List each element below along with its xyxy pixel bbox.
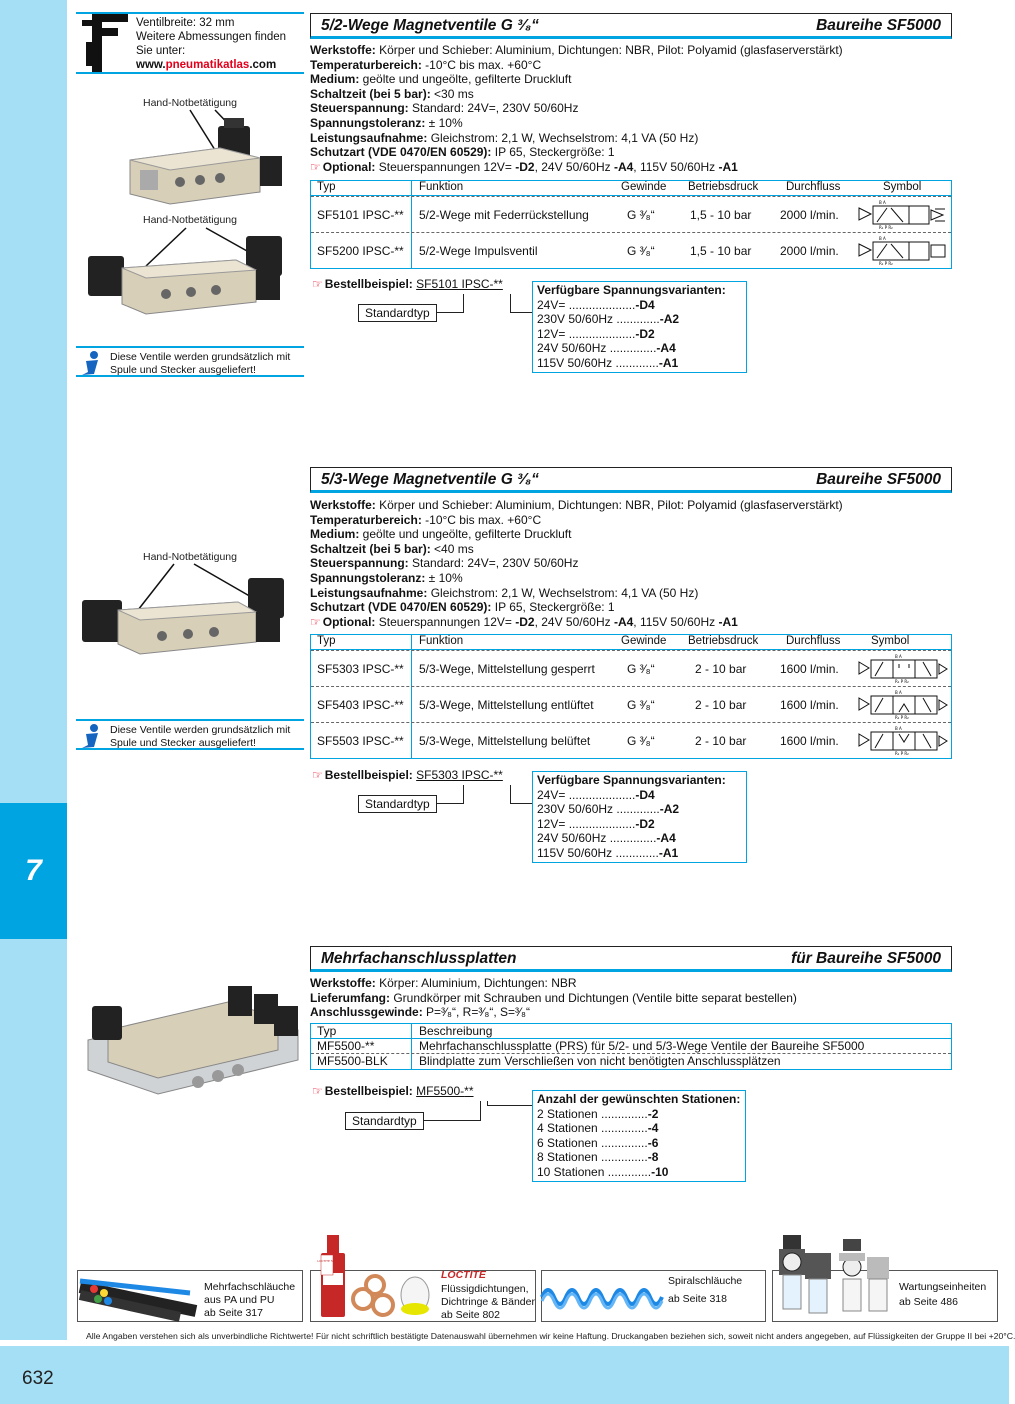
page-number: 632 (22, 1368, 54, 1389)
variant-item: 230V 50/60Hz .............-A2 (537, 312, 680, 327)
footer-b3-line2: ab Seite 318 (668, 1293, 727, 1305)
cell-druck: 1,5 - 10 bar (690, 244, 752, 258)
spec-list-53 (310, 498, 970, 629)
cell-gewinde: G ³⁄₈“ (627, 698, 655, 712)
pointing-hand-icon: ☞ (310, 614, 321, 629)
section-header-53 (310, 467, 952, 493)
variants-title: Anzahl der gewünschten Stationen: (537, 1092, 741, 1106)
notice-line1: Diese Ventile werden grundsätzlich mit (110, 351, 291, 363)
valve-symbol-icon (857, 654, 949, 684)
section-title: 5/2-Wege Magnetventile G ³⁄₈“ (321, 17, 539, 34)
notice-line2: Spule und Stecker ausgeliefert! (110, 737, 256, 749)
variant-item: 24V= ....................-D4 (537, 787, 655, 802)
disclaimer: Alle Angaben verstehen sich als unverbindliche Richtwerte! Für nicht schriftlich bestätigte Datenauswahl übernehmen wir keine Haftung. Druckangaben beziehen sich, soweit nicht anders angegeben, auf Flüssigkeiten der Gruppe II bei +20°C. (86, 1331, 1015, 1341)
footer-b1-line1: Mehrfachschläuche (204, 1281, 296, 1293)
website-link[interactable] (136, 58, 286, 72)
info-icon (80, 723, 102, 749)
section-series: Baureihe SF5000 (816, 471, 941, 488)
svg-text:R₁ P R₂: R₁ P R₂ (895, 679, 909, 684)
footer-box-sealants[interactable] (310, 1259, 536, 1322)
spec-row: Medium: geölte und ungeölte, gefilterte Druckluft (310, 72, 572, 87)
table-header (311, 1024, 951, 1039)
svg-text:B A: B A (879, 236, 886, 241)
cell-beschreibung: Mehrfachanschlussplatte (PRS) für 5/2- und 5/3-Wege Ventile der Baureihe SF5000 (419, 1039, 865, 1053)
col-beschreibung: Beschreibung (419, 1024, 493, 1038)
cell-druck: 1,5 - 10 bar (690, 208, 752, 222)
product-table-53 (310, 634, 952, 759)
info-icon (80, 350, 102, 376)
svg-text:LOCTITE 542: LOCTITE 542 (317, 1259, 337, 1263)
table-row (311, 722, 951, 758)
variant-item: 12V= ....................-D2 (537, 326, 655, 341)
manifold-table (310, 1023, 952, 1070)
cell-druck: 2 - 10 bar (695, 662, 747, 676)
variant-item: 6 Stationen ..............-6 (537, 1135, 659, 1150)
variants-title: Verfügbare Spannungsvarianten: (537, 773, 726, 787)
spec-row: Spannungstoleranz: ± 10% (310, 115, 463, 130)
link-suffix: .com (249, 59, 277, 71)
spiral-hose-image (542, 1281, 664, 1313)
spec-row: Spannungstoleranz: ± 10% (310, 570, 463, 585)
valve-image-3 (78, 562, 298, 664)
order-example-52: ☞ Bestellbeispiel: SF5101 IPSC-** (312, 277, 503, 291)
cell-funktion: 5/3-Wege, Mittelstellung gesperrt (419, 662, 595, 676)
sealant-products-image (315, 1233, 439, 1321)
cell-durchfluss: 2000 l/min. (780, 208, 839, 222)
caption-hand-3: Hand-Notbetätigung (143, 551, 237, 563)
col-symbol: Symbol (883, 181, 922, 193)
variant-item: 12V= ....................-D2 (537, 816, 655, 831)
notice-line2: Spule und Stecker ausgeliefert! (110, 364, 256, 376)
optional-row: ☞ Optional: Steuerspannungen 12V= -D2, 24V 50/60Hz -A4, 115V 50/60Hz -A1 (310, 159, 738, 174)
info-box (76, 12, 304, 74)
link-prefix: www. (136, 59, 166, 71)
info-line2: Weitere Abmessungen finden (136, 31, 287, 43)
loctite-logo: LOCTITE (441, 1269, 486, 1281)
section-header-52 (310, 13, 952, 39)
footer-b4-line2: ab Seite 486 (899, 1296, 958, 1308)
variant-item: 24V 50/60Hz ..............-A4 (537, 831, 676, 846)
cell-typ: MF5500-** (317, 1039, 375, 1053)
spec-row: Steuerspannung: Standard: 24V=, 230V 50/60Hz (310, 101, 579, 116)
chapter-tab: 7 (0, 803, 67, 939)
cell-typ: MF5500-BLK (317, 1054, 388, 1068)
footer-box-service-units[interactable] (772, 1270, 998, 1322)
table-row (311, 196, 951, 232)
variant-item: 230V 50/60Hz .............-A2 (537, 802, 680, 817)
cell-druck: 2 - 10 bar (695, 698, 747, 712)
svg-text:R₁ P R₂: R₁ P R₂ (895, 715, 909, 720)
footer-b1-line3: ab Seite 317 (204, 1307, 263, 1319)
valve-symbol-icon (857, 236, 949, 266)
order-example-manifold: ☞ Bestellbeispiel: MF5500-** (312, 1084, 474, 1098)
footer-b4-line1: Wartungseinheiten (899, 1281, 987, 1293)
cell-durchfluss: 1600 l/min. (780, 698, 839, 712)
spec-row: Schutzart (VDE 0470/EN 60529): IP 65, Steckergröße: 1 (310, 145, 615, 160)
voltage-variants-box-52 (532, 281, 747, 373)
notice-box-1 (76, 346, 304, 377)
footer-box-tubes[interactable] (77, 1270, 303, 1322)
service-unit-image (775, 1233, 893, 1321)
pointing-hand-icon: ☞ (312, 1084, 323, 1098)
col-typ: Typ (317, 635, 336, 647)
svg-text:B A: B A (895, 726, 902, 731)
notice-box-2 (76, 719, 304, 750)
spec-row: Medium: geölte und ungeölte, gefilterte Druckluft (310, 527, 572, 542)
section-series: Baureihe SF5000 (816, 17, 941, 34)
footer-b2-line1: Flüssigdichtungen, (441, 1283, 529, 1295)
spec-row: Schaltzeit (bei 5 bar): <30 ms (310, 86, 474, 101)
col-typ: Typ (317, 181, 336, 193)
standard-type-box: Standardtyp (358, 304, 437, 322)
pointing-hand-icon: ☞ (312, 768, 323, 782)
bottom-bar (0, 1346, 1009, 1404)
notice-line1: Diese Ventile werden grundsätzlich mit (110, 724, 291, 736)
cell-gewinde: G ³⁄₈“ (627, 662, 655, 676)
voltage-variants-box-53 (532, 771, 747, 863)
standard-type-box: Standardtyp (345, 1112, 424, 1130)
spec-row: Leistungsaufnahme: Gleichstrom: 2,1 W, Wechselstrom: 4,1 VA (50 Hz) (310, 585, 699, 600)
caliper-icon (78, 12, 130, 76)
cell-typ: SF5303 IPSC-** (317, 662, 404, 676)
valve-symbol-icon (857, 200, 949, 230)
variant-item: 115V 50/60Hz .............-A1 (537, 355, 679, 370)
loctite-bottle-label-image (317, 1254, 337, 1276)
col-durchfluss: Durchfluss (786, 181, 841, 193)
cell-funktion: 5/3-Wege, Mittelstellung entlüftet (419, 698, 594, 712)
stations-box (532, 1090, 746, 1182)
cell-druck: 2 - 10 bar (695, 734, 747, 748)
table-row (311, 686, 951, 722)
variant-item: 2 Stationen ..............-2 (537, 1106, 659, 1121)
spec-row: Steuerspannung: Standard: 24V=, 230V 50/60Hz (310, 556, 579, 571)
svg-text:R₁ P R₂: R₁ P R₂ (879, 225, 893, 230)
variant-item: 4 Stationen ..............-4 (537, 1121, 659, 1136)
spec-row: Werkstoffe: Körper und Schieber: Aluminium, Dichtungen: NBR, Pilot: Polyamid (glasfaserverstärkt) (310, 498, 843, 512)
caption-hand-1: Hand-Notbetätigung (143, 97, 237, 109)
table-row (311, 1054, 951, 1069)
col-gewinde: Gewinde (621, 181, 667, 193)
sidebar-strip (0, 0, 67, 1340)
col-funktion: Funktion (419, 635, 464, 647)
spec-row: Werkstoffe: Körper und Schieber: Aluminium, Dichtungen: NBR, Pilot: Polyamid (glasfaserverstärkt) (310, 43, 843, 57)
footer-box-spiral[interactable] (541, 1270, 766, 1322)
svg-text:R₁ P R₂: R₁ P R₂ (895, 751, 909, 756)
svg-text:B A: B A (895, 654, 902, 659)
section-header-manifold (310, 946, 952, 972)
order-example-53: ☞ Bestellbeispiel: SF5303 IPSC-** (312, 768, 503, 782)
cell-durchfluss: 1600 l/min. (780, 662, 839, 676)
valve-symbol-icon (857, 690, 949, 720)
info-line1: Ventilbreite: 32 mm (136, 17, 235, 29)
spec-row: Temperaturbereich: -10°C bis max. +60°C (310, 57, 542, 72)
manifold-image (78, 970, 304, 1100)
table-row (311, 1039, 951, 1054)
spec-list-52 (310, 43, 970, 174)
spec-list-manifold (310, 976, 970, 1020)
optional-row: ☞ Optional: Steuerspannungen 12V= -D2, 24V 50/60Hz -A4, 115V 50/60Hz -A1 (310, 614, 738, 629)
variant-item: 115V 50/60Hz .............-A1 (537, 845, 679, 860)
variant-item: 24V 50/60Hz ..............-A4 (537, 341, 676, 356)
footer-b3-line1: Spiralschläuche (668, 1275, 743, 1287)
variant-item: 24V= ....................-D4 (537, 297, 655, 312)
link-brand: pneumatikatlas (165, 59, 250, 71)
footer-b2-line3: ab Seite 802 (441, 1309, 500, 1321)
standard-type-box: Standardtyp (358, 795, 437, 813)
section-series: für Baureihe SF5000 (791, 950, 941, 967)
pointing-hand-icon: ☞ (310, 159, 321, 174)
cell-gewinde: G ³⁄₈“ (627, 208, 655, 222)
cell-durchfluss: 2000 l/min. (780, 244, 839, 258)
footer-b2-line2: Dichtringe & Bänder (441, 1296, 535, 1308)
variant-item: 10 Stationen .............-10 (537, 1164, 669, 1179)
footer-b1-line2: aus PA und PU (204, 1294, 275, 1306)
col-symbol: Symbol (871, 635, 910, 647)
cell-typ: SF5101 IPSC-** (317, 208, 404, 222)
section-title: 5/3-Wege Magnetventile G ³⁄₈“ (321, 471, 539, 488)
table-row (311, 232, 951, 268)
spec-row: Schaltzeit (bei 5 bar): <40 ms (310, 541, 474, 556)
col-durchfluss: Durchfluss (786, 635, 841, 647)
cell-funktion: 5/3-Wege, Mittelstellung belüftet (419, 734, 591, 748)
variants-title: Verfügbare Spannungsvarianten: (537, 283, 726, 297)
multi-tube-image (80, 1273, 198, 1321)
variant-item: 8 Stationen ..............-8 (537, 1150, 659, 1165)
table-header (311, 635, 951, 650)
spec-row: Anschlussgewinde: P=³⁄₈“, R=³⁄₈“, S=³⁄₈“ (310, 1005, 530, 1020)
cell-durchfluss: 1600 l/min. (780, 734, 839, 748)
svg-text:B A: B A (895, 690, 902, 695)
info-line3: Sie unter: (136, 45, 186, 57)
cell-beschreibung: Blindplatte zum Verschließen von nicht benötigten Anschlussplätzen (419, 1054, 781, 1068)
svg-text:B A: B A (879, 200, 886, 205)
spec-row: Temperaturbereich: -10°C bis max. +60°C (310, 512, 542, 527)
cell-funktion: 5/2-Wege mit Federrückstellung (419, 208, 589, 222)
caption-hand-2: Hand-Notbetätigung (143, 214, 237, 226)
spec-row: Leistungsaufnahme: Gleichstrom: 2,1 W, Wechselstrom: 4,1 VA (50 Hz) (310, 130, 699, 145)
cell-gewinde: G ³⁄₈“ (627, 244, 655, 258)
col-gewinde: Gewinde (621, 635, 667, 647)
spec-row: Werkstoffe: Körper: Aluminium, Dichtungen: NBR (310, 976, 577, 990)
cell-typ: SF5200 IPSC-** (317, 244, 404, 258)
table-row (311, 650, 951, 686)
spec-row: Schutzart (VDE 0470/EN 60529): IP 65, Steckergröße: 1 (310, 600, 615, 615)
cell-typ: SF5403 IPSC-** (317, 698, 404, 712)
valve-symbol-icon (857, 726, 949, 756)
col-druck: Betriebsdruck (688, 635, 759, 647)
col-typ: Typ (317, 1024, 337, 1038)
pointing-hand-icon: ☞ (312, 277, 323, 291)
svg-text:R₁ P R₂: R₁ P R₂ (879, 261, 893, 266)
table-header (311, 181, 951, 196)
valve-image-2 (86, 226, 298, 322)
section-title: Mehrfachanschlussplatten (321, 950, 517, 967)
cell-gewinde: G ³⁄₈“ (627, 734, 655, 748)
valve-image-1 (120, 108, 300, 208)
col-druck: Betriebsdruck (688, 181, 759, 193)
cell-funktion: 5/2-Wege Impulsventil (419, 244, 538, 258)
cell-typ: SF5503 IPSC-** (317, 734, 404, 748)
product-table-52 (310, 180, 952, 269)
col-funktion: Funktion (419, 181, 464, 193)
spec-row: Lieferumfang: Grundkörper mit Schrauben und Dichtungen (Ventile bitte separat bestellen) (310, 990, 797, 1005)
